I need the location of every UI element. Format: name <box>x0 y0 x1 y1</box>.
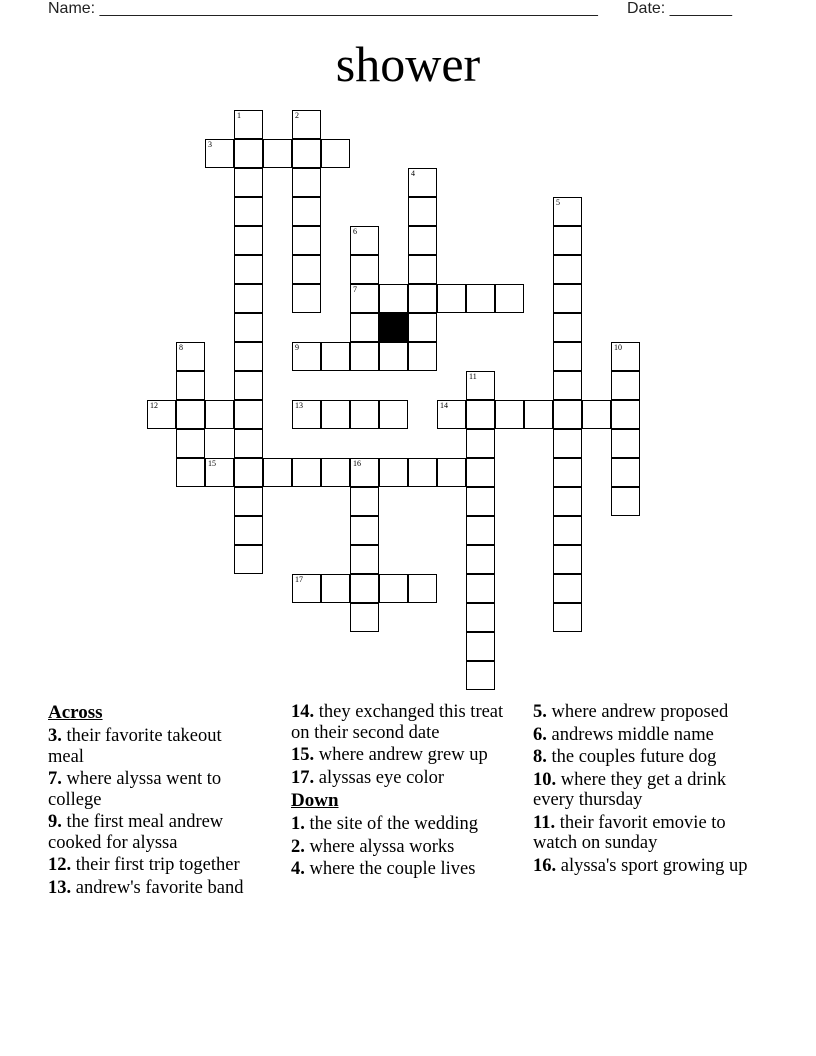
crossword-cell[interactable] <box>408 313 437 342</box>
crossword-cell[interactable] <box>437 458 466 487</box>
crossword-cell[interactable] <box>321 342 350 371</box>
crossword-cell[interactable] <box>553 487 582 516</box>
crossword-cell[interactable] <box>553 458 582 487</box>
clue-number: 13 <box>295 401 303 410</box>
clue-number: 17 <box>295 575 303 584</box>
crossword-cell[interactable] <box>350 226 379 255</box>
crossword-cell[interactable] <box>466 574 495 603</box>
crossword-cell[interactable] <box>408 255 437 284</box>
crossword-cell[interactable] <box>495 284 524 313</box>
crossword-cell[interactable] <box>553 342 582 371</box>
crossword-cell[interactable] <box>234 342 263 371</box>
crossword-cell[interactable] <box>350 516 379 545</box>
crossword-cell[interactable] <box>321 400 350 429</box>
clue-item-text: andrews middle name <box>551 724 714 745</box>
clue-item-number: 7. <box>48 769 62 789</box>
crossword-cell[interactable] <box>524 400 553 429</box>
crossword-cell[interactable] <box>553 197 582 226</box>
clue-item-text: the first meal andrew cooked for alyssa <box>48 812 224 853</box>
crossword-cell[interactable] <box>234 487 263 516</box>
clues-column-1 <box>48 702 258 900</box>
crossword-cell[interactable] <box>292 284 321 313</box>
crossword-cell[interactable] <box>379 284 408 313</box>
crossword-cell[interactable] <box>466 371 495 400</box>
crossword-cell[interactable] <box>408 574 437 603</box>
clue-item-number: 11. <box>533 812 556 833</box>
crossword-cell[interactable] <box>350 284 379 313</box>
clue-item-number: 15. <box>291 745 315 765</box>
crossword-cell[interactable] <box>176 458 205 487</box>
crossword-cell[interactable] <box>611 342 640 371</box>
crossword-cell[interactable] <box>176 429 205 458</box>
crossword-cell[interactable] <box>611 487 640 516</box>
clue-item-number: 9. <box>48 812 62 832</box>
clue-item-number: 2. <box>291 836 305 857</box>
crossword-cell[interactable] <box>263 458 292 487</box>
clue-number: 4 <box>411 169 415 178</box>
crossword-cell[interactable] <box>234 400 263 429</box>
clue-number: 14 <box>440 401 448 410</box>
crossword-cell[interactable] <box>350 545 379 574</box>
clue-item <box>291 837 513 858</box>
clue-item <box>291 814 513 835</box>
crossword-cell[interactable] <box>292 110 321 139</box>
clue-number: 11 <box>469 372 477 381</box>
crossword-cell[interactable] <box>292 168 321 197</box>
clue-item <box>533 702 755 723</box>
clue-item <box>48 769 258 810</box>
crossword-cell[interactable] <box>553 603 582 632</box>
across-heading: Across <box>48 702 103 723</box>
clue-number: 8 <box>179 343 183 352</box>
crossword-cell[interactable] <box>379 458 408 487</box>
crossword-cell[interactable] <box>321 139 350 168</box>
crossword-cell[interactable] <box>292 458 321 487</box>
crossword-cell[interactable] <box>350 574 379 603</box>
clue-item-number: 6. <box>533 724 547 745</box>
crossword-cell[interactable] <box>408 168 437 197</box>
clue-item-number: 16. <box>533 855 557 876</box>
clue-item <box>533 856 755 877</box>
crossword-cell[interactable] <box>466 284 495 313</box>
clue-item-text: their favorite takeout meal <box>48 726 222 767</box>
clue-item-text: their first trip together <box>75 855 240 875</box>
crossword-cell[interactable] <box>466 632 495 661</box>
crossword-cell[interactable] <box>553 371 582 400</box>
clue-item-text: where the couple lives <box>309 859 476 879</box>
crossword-cell[interactable] <box>408 197 437 226</box>
clue-number: 16 <box>353 459 361 468</box>
clue-item-number: 3. <box>48 726 62 746</box>
crossword-cell[interactable] <box>205 400 234 429</box>
crossword-cell[interactable] <box>350 255 379 284</box>
crossword-cell[interactable] <box>234 255 263 284</box>
clue-item-text: alyssa's sport growing up <box>560 855 748 876</box>
crossword-cell[interactable] <box>466 487 495 516</box>
crossword-black-cell <box>379 313 408 342</box>
crossword-cell[interactable] <box>466 545 495 574</box>
crossword-cell[interactable] <box>553 400 582 429</box>
clue-item-text: they exchanged this treat on their second date <box>291 702 504 743</box>
crossword-cell[interactable] <box>582 400 611 429</box>
crossword-cell[interactable] <box>321 574 350 603</box>
clue-item <box>48 878 258 899</box>
crossword-cell[interactable] <box>466 429 495 458</box>
crossword-cell[interactable] <box>611 429 640 458</box>
clue-item-number: 12. <box>48 855 72 875</box>
clues-column-3 <box>533 702 755 878</box>
crossword-cell[interactable] <box>234 139 263 168</box>
crossword-cell[interactable] <box>495 400 524 429</box>
clue-item-text: alyssas eye color <box>318 767 445 788</box>
clue-item <box>291 745 513 766</box>
clue-item-number: 8. <box>533 747 547 767</box>
clue-item <box>533 770 755 811</box>
clue-number: 3 <box>208 140 212 149</box>
clue-item-number: 14. <box>291 702 315 722</box>
clue-item-text: where they get a drink every thursday <box>533 769 727 810</box>
crossword-cell[interactable] <box>437 400 466 429</box>
date-field-label: Date: _______ <box>627 0 732 17</box>
clue-number: 9 <box>295 343 299 352</box>
clue-item-text: where alyssa works <box>309 836 455 857</box>
crossword-cell[interactable] <box>611 371 640 400</box>
clue-number: 12 <box>150 401 158 410</box>
clue-item-number: 10. <box>533 769 557 790</box>
crossword-cell[interactable] <box>408 226 437 255</box>
crossword-cell[interactable] <box>234 371 263 400</box>
clue-item-number: 17. <box>291 767 315 788</box>
crossword-cell[interactable] <box>350 313 379 342</box>
clue-item-number: 4. <box>291 859 305 879</box>
crossword-cell[interactable] <box>292 255 321 284</box>
crossword-cell[interactable] <box>379 574 408 603</box>
clue-item-text: andrew's favorite band <box>75 877 244 898</box>
crossword-cell[interactable] <box>292 226 321 255</box>
crossword-cell[interactable] <box>234 197 263 226</box>
crossword-cell[interactable] <box>234 516 263 545</box>
clues-column-2 <box>291 702 513 882</box>
crossword-cell[interactable] <box>234 313 263 342</box>
clue-item-text: the couples future dog <box>551 747 717 767</box>
clue-item-text: their favorit emovie to watch on sunday <box>533 812 726 853</box>
crossword-cell[interactable] <box>234 110 263 139</box>
crossword-cell[interactable] <box>553 226 582 255</box>
crossword-cell[interactable] <box>350 487 379 516</box>
crossword-cell[interactable] <box>350 458 379 487</box>
crossword-cell[interactable] <box>292 574 321 603</box>
crossword-cell[interactable] <box>611 400 640 429</box>
crossword-cell[interactable] <box>147 400 176 429</box>
clue-item <box>533 813 755 854</box>
crossword-cell[interactable] <box>466 458 495 487</box>
clue-number: 7 <box>353 285 357 294</box>
crossword-cell[interactable] <box>292 139 321 168</box>
crossword-cell[interactable] <box>408 458 437 487</box>
clue-number: 10 <box>614 343 622 352</box>
crossword-cell[interactable] <box>408 284 437 313</box>
crossword-cell[interactable] <box>408 342 437 371</box>
crossword-cell[interactable] <box>553 429 582 458</box>
crossword-cell[interactable] <box>350 603 379 632</box>
crossword-cell[interactable] <box>234 168 263 197</box>
clue-item-number: 13. <box>48 877 72 898</box>
crossword-cell[interactable] <box>234 284 263 313</box>
clue-item-text: the site of the wedding <box>309 814 479 834</box>
clue-item <box>291 859 513 880</box>
crossword-cell[interactable] <box>263 139 292 168</box>
crossword-cell[interactable] <box>321 458 350 487</box>
crossword-cell[interactable] <box>466 661 495 690</box>
clue-item-number: 1. <box>291 814 305 834</box>
crossword-cell[interactable] <box>466 516 495 545</box>
crossword-cell[interactable] <box>350 342 379 371</box>
crossword-cell[interactable] <box>176 342 205 371</box>
crossword-cell[interactable] <box>234 545 263 574</box>
crossword-cell[interactable] <box>553 284 582 313</box>
crossword-cell[interactable] <box>379 400 408 429</box>
clue-item-number: 5. <box>533 702 547 722</box>
clue-item-text: where andrew grew up <box>318 745 488 765</box>
crossword-cell[interactable] <box>553 516 582 545</box>
crossword-cell[interactable] <box>553 545 582 574</box>
crossword-cell[interactable] <box>611 458 640 487</box>
crossword-cell[interactable] <box>292 197 321 226</box>
crossword-cell[interactable] <box>553 313 582 342</box>
crossword-cell[interactable] <box>466 400 495 429</box>
down-heading: Down <box>291 790 339 811</box>
clue-item <box>48 855 258 876</box>
crossword-cell[interactable] <box>350 400 379 429</box>
clue-number: 5 <box>556 198 560 207</box>
name-field-label: Name: ________________________________________________________ <box>48 0 598 17</box>
clue-number: 15 <box>208 459 216 468</box>
crossword-cell[interactable] <box>234 226 263 255</box>
crossword-cell[interactable] <box>292 342 321 371</box>
crossword-cell[interactable] <box>553 255 582 284</box>
clue-item-text: where alyssa went to college <box>48 769 222 810</box>
crossword-cell[interactable] <box>234 429 263 458</box>
clue-item <box>291 702 513 743</box>
crossword-cell[interactable] <box>205 458 234 487</box>
crossword-cell[interactable] <box>234 458 263 487</box>
crossword-cell[interactable] <box>437 284 466 313</box>
clue-number: 2 <box>295 111 299 120</box>
clue-item <box>48 726 258 767</box>
clue-item <box>533 725 755 746</box>
puzzle-title: shower <box>335 36 481 92</box>
clue-item <box>48 812 258 853</box>
clue-item <box>533 747 755 768</box>
crossword-cell[interactable] <box>205 139 234 168</box>
clue-item <box>291 768 513 789</box>
clue-item-text: where andrew proposed <box>551 702 729 722</box>
crossword-cell[interactable] <box>379 342 408 371</box>
clue-number: 6 <box>353 227 357 236</box>
crossword-cell[interactable] <box>553 574 582 603</box>
crossword-cell[interactable] <box>466 603 495 632</box>
clue-number: 1 <box>237 111 241 120</box>
crossword-cell[interactable] <box>176 400 205 429</box>
crossword-cell[interactable] <box>292 400 321 429</box>
crossword-cell[interactable] <box>176 371 205 400</box>
